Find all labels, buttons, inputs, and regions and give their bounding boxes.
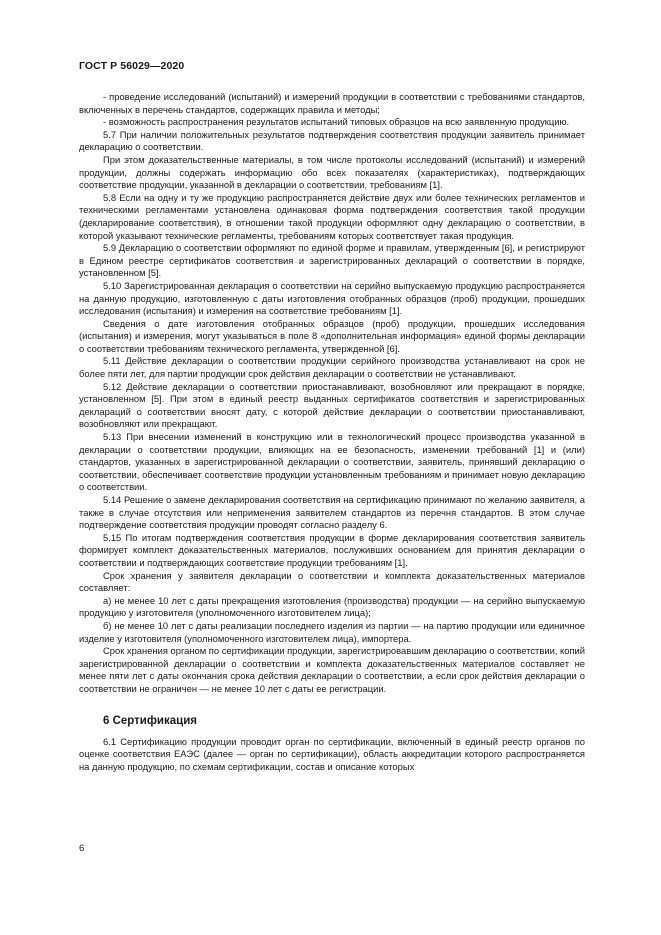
paragraph-5-7: 5.7 При наличии положительных результатов подтверждения соответствия продукции заявитель принимает декларацию о соответствии. <box>79 128 585 153</box>
paragraph-5-13: 5.13 При внесении изменений в конструкцию или в технологический процесс производства указанной в декларации о соответствии продукции, влияющих на ее безопасность, изменении требований [1] и (или) стандартов, указанных в зарегистрированной декларации о соответствии, заявитель, принявший декларацию о соответствии, обеспечивает соответствие продукции установленным требованиям и принимает новую декларацию о соответствии. <box>79 431 585 493</box>
paragraph-item-b: б) не менее 10 лет с даты реализации последнего изделия из партии — на партию продукции или единичное изделие у изготовителя (уполномоченного изготовителем лица), импортера. <box>79 619 585 644</box>
paragraph-storage-period: Срок хранения у заявителя декларации о соответствии и комплекта доказательственных материалов составляет: <box>79 569 585 594</box>
paragraph-5-12: 5.12 Действие декларации о соответствии приостанавливают, возобновляют или прекращают в порядке, установленном [5]. При этом в единый реестр выданных сертификатов соответствия и зарегистрированных деклараций о соответствии вносят дату, с которой действие декларации о соответствии приостанавливают, возобновляют или прекращают. <box>79 380 585 430</box>
document-header: ГОСТ Р 56029—2020 <box>79 60 185 72</box>
paragraph-5-11: 5.11 Действие декларации о соответствии продукции серийного производства устанавливают на срок не более пяти лет, для партии продукции срок действия декларации о соответствии не устанавливают. <box>79 355 585 380</box>
paragraph-bullet-distribution: - возможность распространения результатов испытаний типовых образцов на всю заявленную продукцию. <box>103 116 570 128</box>
paragraph-item-a: а) не менее 10 лет с даты прекращения изготовления (производства) продукции — на серийно выпускаемую продукцию у изготовителя (уполномоченного изготовителем лица); <box>79 594 585 619</box>
paragraph-5-9: 5.9 Декларацию о соответствии оформляют по единой форме и правилам, утвержденным [6], и регистрируют в Едином реестре сертификатов соответствия и зарегистрированных деклараций о соответствии в порядке, установленном [5]. <box>79 242 585 279</box>
document-body <box>79 91 585 773</box>
paragraph-6-1: 6.1 Сертификацию продукции проводит орган по сертификации, включенный в единый реестр органов по оценке соответствия ЕАЭС (далее — орган по сертификации), область аккредитации которого распространяется на данную продукцию, по схемам сертификации, состав и описание которых <box>79 735 585 772</box>
paragraph-evidence-materials: При этом доказательственные материалы, в том числе протоколы исследований (испытаний) и измерений продукции, должны содержать информацию обо всех показателях (характеристиках), подтверждающих соответствие продукции, указанной в декларации о соответствии, требованиям [1]. <box>79 153 585 191</box>
paragraph-sample-date: Сведения о дате изготовления отобранных образцов (проб) продукции, прошедших исследования (испытания) и измерения, могут указываться в поле 8 «дополнительная информация» единой формы декларации о соответствии требованиям технического регламента, утвержденной [6]. <box>79 317 585 354</box>
section-heading-certification: 6 Сертификация <box>103 714 197 727</box>
paragraph-5-15: 5.15 По итогам подтверждения соответствия продукции в форме декларирования соответствия заявитель формирует комплект доказательственных материалов, послуживших основанием для принятия декларации о соответствии и подтверждающих соответствие продукции требованиям [1]. <box>79 531 585 568</box>
paragraph-certification-body-storage: Срок хранения органом по сертификации продукции, зарегистрировавшим декларацию о соответствии, копий зарегистрированной декларации о соответствии и комплекта доказательственных материалов составляет не менее пяти лет с даты окончания срока действия декларации о соответствии, а если срок действия декларации о соответствии не ограничен — не менее 10 лет с даты ее регистрации. <box>79 645 585 694</box>
page-number: 6 <box>79 843 85 854</box>
paragraph-5-14: 5.14 Решение о замене декларирования соответствия на сертификацию принимают по желанию заявителя, а также в случае отсутствия или неприменения заявителем стандартов из перечня стандартов. В этом случае подтверждение соответствия продукции проводят согласно разделу 6. <box>79 494 585 531</box>
paragraph-5-8: 5.8 Если на одну и ту же продукцию распространяется действие двух или более технических регламентов и техническими регламентами установлена одинаковая форма подтверждения соответствия такой продукции (декларирование соответствия), в отношении такой продукции оформляют одну декларацию о соответствии, в которой указывают технические регламенты, требованиям которых соответствует такая продукция. <box>79 191 585 241</box>
paragraph-bullet-testing: - проведение исследований (испытаний) и измерений продукции в соответствии с требованиями стандартов, включенных в перечень стандартов, содержащих правила и методы; <box>79 91 585 115</box>
paragraph-5-10: 5.10 Зарегистрированная декларация о соответствии на серийно выпускаемую продукцию распространяется на данную продукцию, изготовленную с даты изготовления отобранных образцов (проб) продукции, прошедших исследования (испытания) и измерения на соответствие требованиям [1]. <box>79 279 585 317</box>
